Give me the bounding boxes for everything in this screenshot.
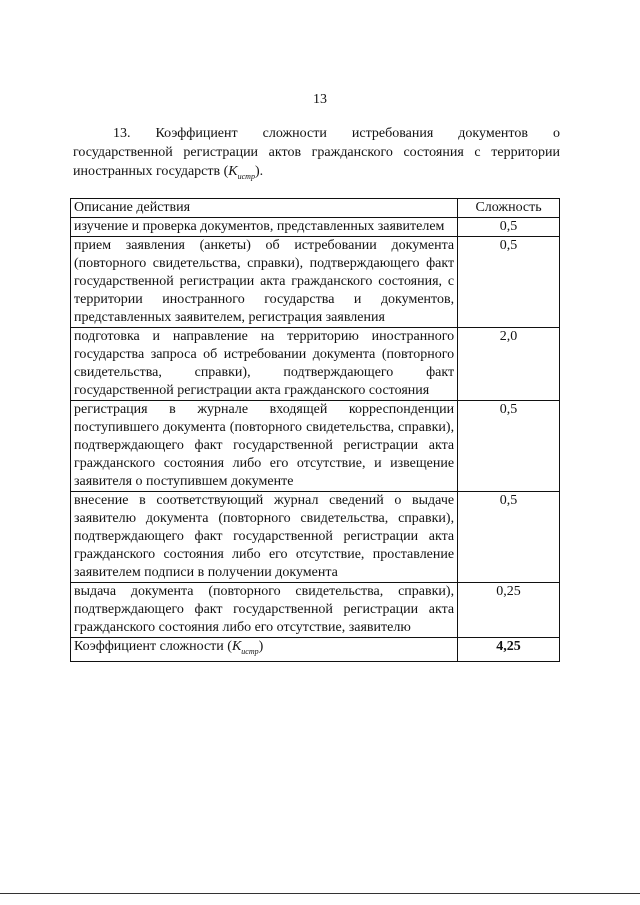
total-coefficient-subscript: истр — [241, 646, 259, 656]
table-row — [71, 237, 560, 328]
row-value: 0,5 — [458, 237, 560, 328]
total-value: 4,25 — [458, 638, 560, 662]
row-description: изучение и проверка документов, представленных заявителем — [71, 218, 458, 237]
complexity-table — [70, 198, 560, 662]
total-label-end: ) — [258, 639, 264, 654]
header-description: Описание действия — [71, 199, 458, 218]
heading-line-1: 13. Коэффициент сложности истребования документов о — [113, 126, 560, 141]
row-description: прием заявления (анкеты) об истребовании документа (повторного свидетельства, справки), подтверждающего факт государственной регистрации акта гражданского состояния, с территории иностранного государства и документов, представленных заявителем, регистрация заявления — [71, 237, 458, 328]
row-value: 0,5 — [458, 492, 560, 583]
heading-line-2: государственной регистрации актов гражданского состояния с территории — [73, 145, 560, 160]
page-number: 13 — [313, 92, 327, 107]
row-description: внесение в соответствующий журнал сведений о выдаче заявителю документа (повторного свидетельства, справки), подтверждающего факт государственной регистрации акта гражданского состояния либо его отсутствие, проставление заявителем подписи в получении документа — [71, 492, 458, 583]
table-row — [71, 492, 560, 583]
heading-line-3-text: иностранных государств ( — [73, 164, 229, 179]
total-label — [71, 638, 458, 662]
table-row — [71, 328, 560, 401]
row-description: регистрация в журнале входящей корреспонденции поступившего документа (повторного свидетельства, справки), подтверждающего факт государственной регистрации акта гражданского состояния либо его отсутствие, и извещение заявителя о поступившем документе — [71, 401, 458, 492]
heading-line-3-end: ). — [254, 164, 264, 179]
table-header-row — [71, 199, 560, 218]
row-value: 0,5 — [458, 218, 560, 237]
header-complexity: Сложность — [458, 199, 560, 218]
table-row — [71, 218, 560, 237]
row-value: 2,0 — [458, 328, 560, 401]
row-description: выдача документа (повторного свидетельства, справки), подтверждающего факт государственной регистрации акта гражданского состояния либо его отсутствие, заявителю — [71, 583, 458, 638]
coefficient-symbol: K — [228, 164, 238, 179]
section-heading — [73, 124, 560, 186]
row-value: 0,25 — [458, 583, 560, 638]
table-total-row — [71, 638, 560, 662]
table-row — [71, 583, 560, 638]
coefficient-subscript: истр — [237, 171, 255, 181]
total-coefficient-symbol: K — [231, 639, 242, 654]
row-description: подготовка и направление на территорию иностранного государства запроса об истребовании документа (повторного свидетельства, справки), подтверждающего факт государственной регистрации акта гражданского состояния — [71, 328, 458, 401]
total-label-text: Коэффициент сложности ( — [74, 639, 232, 654]
row-value: 0,5 — [458, 401, 560, 492]
table-row — [71, 401, 560, 492]
page-bottom-divider — [0, 893, 640, 894]
heading-line-3 — [73, 162, 560, 186]
